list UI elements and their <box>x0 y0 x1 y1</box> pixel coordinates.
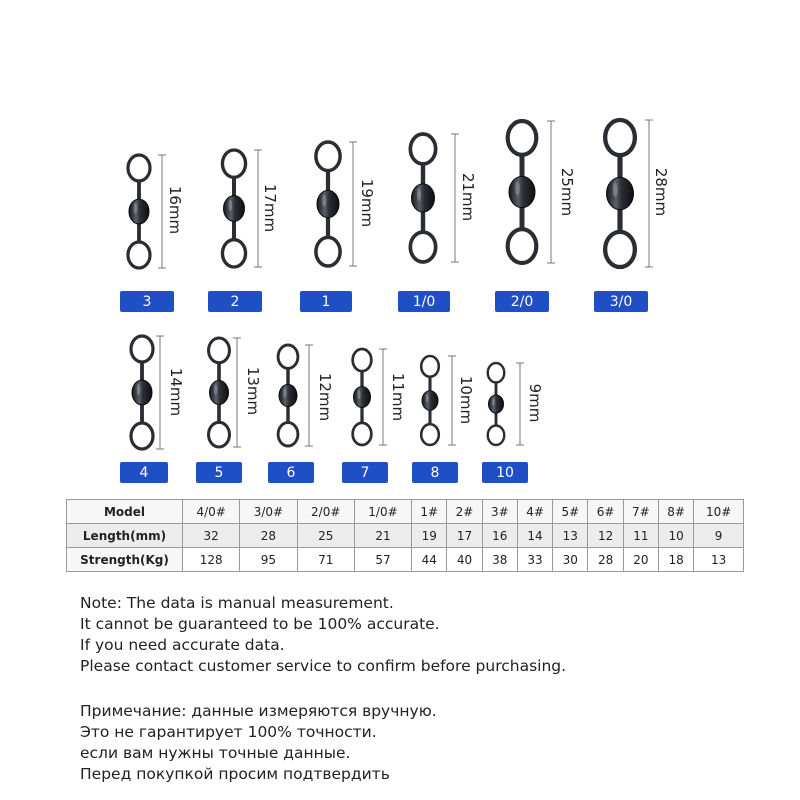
size-label-1-0: 21mm <box>459 172 477 222</box>
badge-size-10: 10 <box>482 462 528 483</box>
size-label-3: 16mm <box>166 185 184 235</box>
table-cell: 25 <box>297 524 354 548</box>
note-line: If you need accurate data. <box>80 636 285 654</box>
size-label-2-0: 25mm <box>558 167 576 217</box>
size-label-3-0: 28mm <box>652 167 670 217</box>
table-cell: 1/0# <box>354 500 411 524</box>
note-line: Это не гарантирует 100% точности. <box>80 723 377 741</box>
table-cell: 5# <box>553 500 588 524</box>
table-cell: 14 <box>517 524 552 548</box>
table-cell: 10 <box>658 524 693 548</box>
table-cell: 33 <box>517 548 552 572</box>
badge-size-4: 4 <box>120 462 168 483</box>
swivel-size-4 <box>131 336 164 449</box>
badge-size-6: 6 <box>268 462 314 483</box>
table-cell: 20 <box>623 548 658 572</box>
size-label-8: 10mm <box>457 375 475 425</box>
swivel-size-3-0 <box>605 120 653 267</box>
size-label-4: 14mm <box>167 367 185 417</box>
table-cell: 71 <box>297 548 354 572</box>
table-cell: 32 <box>183 524 240 548</box>
table-cell: 95 <box>240 548 297 572</box>
size-label-10: 9mm <box>526 383 544 423</box>
note-line: Note: The data is manual measurement. <box>80 594 394 612</box>
size-label-5: 13mm <box>244 366 262 416</box>
table-row-model <box>67 500 744 524</box>
row-header-model: Model <box>67 500 183 524</box>
swivel-size-5 <box>209 338 241 447</box>
table-cell: 4# <box>517 500 552 524</box>
table-cell: 40 <box>447 548 482 572</box>
table-cell: 21 <box>354 524 411 548</box>
table-cell: 3/0# <box>240 500 297 524</box>
badge-size-1-0: 1/0 <box>398 291 450 312</box>
table-cell: 57 <box>354 548 411 572</box>
spec-table <box>66 499 744 572</box>
table-cell: 3# <box>482 500 517 524</box>
swivel-size-8 <box>421 356 456 445</box>
swivel-size-2-0 <box>508 121 555 263</box>
note-line: если вам нужны точные данные. <box>80 744 351 762</box>
table-cell: 38 <box>482 548 517 572</box>
swivel-size-10 <box>488 363 524 445</box>
table-row-length <box>67 524 744 548</box>
table-cell: 18 <box>658 548 693 572</box>
table-cell: 13 <box>694 548 744 572</box>
swivel-size-2 <box>222 150 262 267</box>
badge-size-3-0: 3/0 <box>594 291 648 312</box>
table-cell: 128 <box>183 548 240 572</box>
table-cell: 17 <box>447 524 482 548</box>
table-cell: 7# <box>623 500 658 524</box>
note-line: Примечание: данные измеряются вручную. <box>80 702 437 720</box>
note-line: It cannot be guaranteed to be 100% accurate. <box>80 615 440 633</box>
table-cell: 11 <box>623 524 658 548</box>
table-cell: 28 <box>240 524 297 548</box>
size-label-1: 19mm <box>358 178 376 228</box>
size-label-6: 12mm <box>316 372 334 422</box>
note-line: Please contact customer service to confirm before purchasing. <box>80 657 567 675</box>
badge-size-8: 8 <box>412 462 458 483</box>
badge-size-7: 7 <box>342 462 388 483</box>
table-cell: 19 <box>412 524 447 548</box>
swivel-size-1 <box>316 142 357 266</box>
size-label-7: 11mm <box>389 372 407 422</box>
table-cell: 2/0# <box>297 500 354 524</box>
table-cell: 4/0# <box>183 500 240 524</box>
badge-size-2: 2 <box>208 291 262 312</box>
table-cell: 28 <box>588 548 623 572</box>
table-cell: 10# <box>694 500 744 524</box>
row-header-strength: Strength(Kg) <box>67 548 183 572</box>
swivel-size-7 <box>353 349 387 445</box>
note-line: Перед покупкой просим подтвердить <box>80 765 390 783</box>
table-cell: 8# <box>658 500 693 524</box>
badge-size-3: 3 <box>120 291 174 312</box>
swivel-size-1-0 <box>410 134 459 262</box>
notes-russian <box>80 701 437 785</box>
badge-size-1: 1 <box>300 291 352 312</box>
table-cell: 2# <box>447 500 482 524</box>
swivel-size-6 <box>278 345 313 446</box>
badge-size-5: 5 <box>196 462 242 483</box>
table-cell: 30 <box>553 548 588 572</box>
table-row-strength <box>67 548 744 572</box>
size-label-2: 17mm <box>261 183 279 233</box>
notes-english <box>80 593 566 677</box>
swivel-size-3 <box>128 155 166 268</box>
badge-size-2-0: 2/0 <box>495 291 549 312</box>
table-cell: 16 <box>482 524 517 548</box>
table-cell: 1# <box>412 500 447 524</box>
table-cell: 9 <box>694 524 744 548</box>
table-cell: 12 <box>588 524 623 548</box>
row-header-length: Length(mm) <box>67 524 183 548</box>
table-cell: 44 <box>412 548 447 572</box>
table-cell: 6# <box>588 500 623 524</box>
table-cell: 13 <box>553 524 588 548</box>
